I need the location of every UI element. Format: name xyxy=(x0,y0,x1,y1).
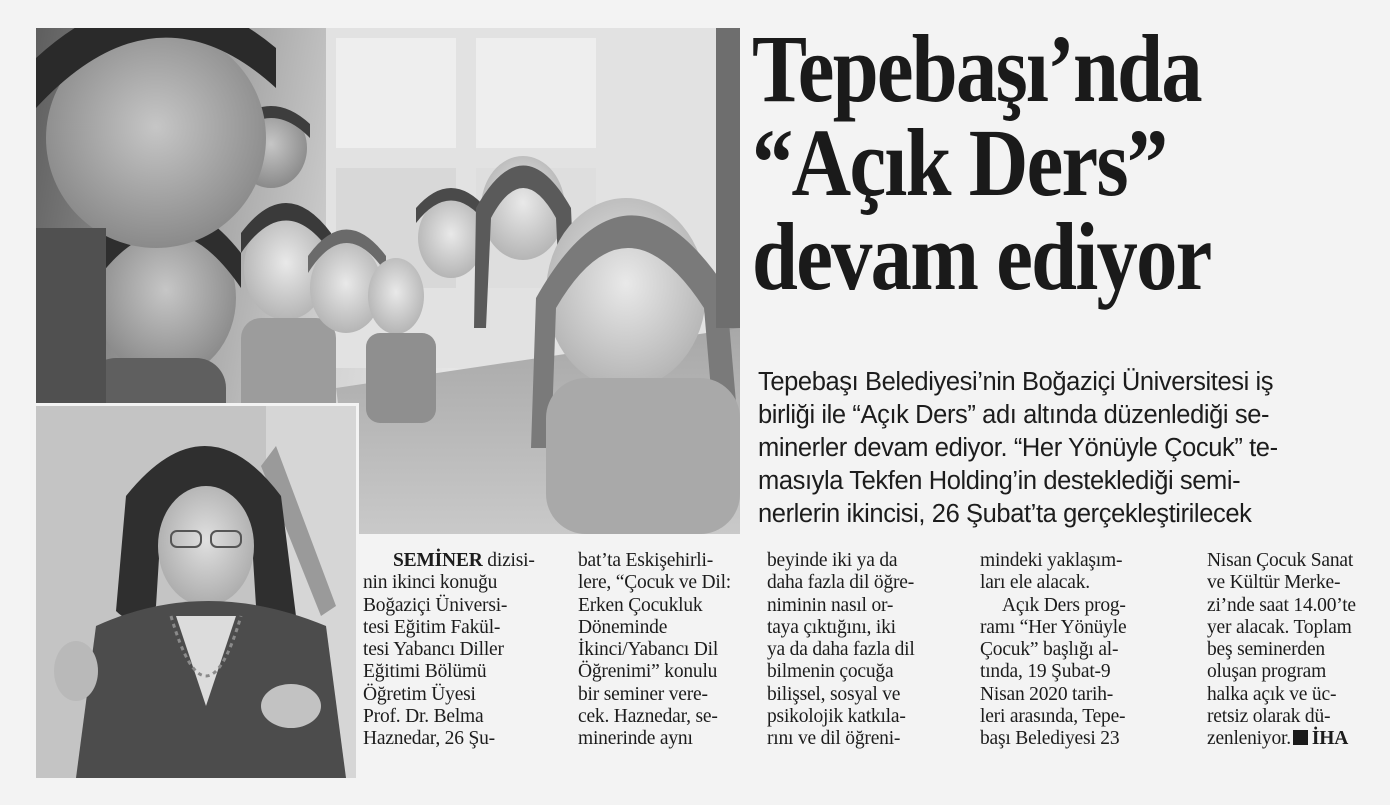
lead-paragraph xyxy=(758,366,1358,531)
body-line: zi’nde saat 14.00’te xyxy=(1207,594,1356,616)
body-line: oluşan program xyxy=(1207,661,1327,683)
body-line: Döneminde xyxy=(578,616,668,638)
body-column-2 xyxy=(578,550,774,751)
body-line: Haznedar, 26 Şu- xyxy=(363,728,495,750)
body-line: bir seminer vere- xyxy=(578,683,708,705)
body-line: leri arasında, Tepe- xyxy=(980,706,1126,728)
body-line: bilmenin çocuğa xyxy=(767,661,894,683)
body-line: Boğaziçi Üniversi- xyxy=(363,594,508,616)
headline xyxy=(752,15,1294,311)
body-line: başı Belediyesi 23 xyxy=(980,728,1120,750)
headline-line-1: Tepebaşı’nda xyxy=(752,15,1201,122)
body-line: İkinci/Yabancı Dil xyxy=(578,639,719,661)
lead-line: Tepebaşı Belediyesi’nin Boğaziçi Üniversitesi iş xyxy=(758,368,1274,396)
body-line: nin ikinci konuğu xyxy=(363,572,498,594)
body-line: daha fazla dil öğre- xyxy=(767,572,915,594)
body-line: lere, “Çocuk ve Dil: xyxy=(578,572,732,594)
headline-line-3: devam ediyor xyxy=(752,203,1211,311)
body-line: beş seminerden xyxy=(1207,639,1325,661)
body-line: halka açık ve üc- xyxy=(1207,683,1337,705)
body-line: Öğretim Üyesi xyxy=(363,683,476,705)
body-line: Nisan Çocuk Sanat xyxy=(1207,550,1354,571)
headline-line-2: “Açık Ders” xyxy=(752,109,1167,217)
body-text: dizisi- xyxy=(482,550,535,571)
body-text: zenleniyor. xyxy=(1207,728,1291,750)
lead-line: masıyla Tekfen Holding’in desteklediği semi- xyxy=(758,467,1241,495)
body-line: Açık Ders prog- xyxy=(1002,594,1126,616)
speaker-photo-illustration xyxy=(36,406,356,778)
body-line: Eğitimi Bölümü xyxy=(363,661,487,683)
body-line: bat’ta Eskişehirli- xyxy=(578,550,714,571)
body-line: ya da daha fazla dil xyxy=(767,639,915,661)
body-column-5 xyxy=(1207,550,1390,751)
news-agency-credit: İHA xyxy=(1311,728,1349,750)
body-line: beyinde iki ya da xyxy=(767,550,898,571)
body-line: retsiz olarak dü- xyxy=(1207,706,1331,728)
body-line: tesi Eğitim Fakül- xyxy=(363,616,501,638)
body-line: yer alacak. Toplam xyxy=(1207,616,1352,638)
lead-line: minerler devam ediyor. “Her Yönüyle Çocuk” te- xyxy=(758,434,1278,462)
body-line: bilişsel, sosyal ve xyxy=(767,683,901,705)
body-column-4 xyxy=(980,550,1176,751)
body-line: tesi Yabancı Diller xyxy=(363,639,504,661)
body-line: Erken Çocukluk xyxy=(578,594,703,616)
body-line: niminin nasıl or- xyxy=(767,594,894,616)
body-line: ları ele alacak. xyxy=(980,572,1090,594)
body-line: minerinde aynı xyxy=(578,728,693,750)
end-mark-square-icon xyxy=(1293,730,1308,745)
lead-line: nerlerin ikincisi, 26 Şubat’ta gerçekleştirilecek xyxy=(758,500,1252,528)
body-line: Çocuk” başlığı al- xyxy=(980,639,1119,661)
body-line: taya çıktığını, iki xyxy=(767,616,896,638)
speaker-photo xyxy=(36,403,359,778)
body-line: Öğrenimi” konulu xyxy=(578,661,718,683)
body-line: cek. Haznedar, se- xyxy=(578,706,718,728)
body-line xyxy=(363,550,559,572)
body-line: tında, 19 Şubat-9 xyxy=(980,661,1111,683)
body-line: rını ve dil öğreni- xyxy=(767,728,901,750)
body-line: Prof. Dr. Belma xyxy=(363,706,484,728)
lead-word: SEMİNER xyxy=(393,550,483,571)
body-line xyxy=(1207,728,1390,750)
body-line: ve Kültür Merke- xyxy=(1207,572,1341,594)
body-line: mindeki yaklaşım- xyxy=(980,550,1123,571)
body-column-3 xyxy=(767,550,963,751)
lead-line: birliği ile “Açık Ders” adı altında düzenlediği se- xyxy=(758,401,1270,429)
article-body xyxy=(363,550,1363,780)
body-column-1 xyxy=(363,550,559,751)
body-line: psikolojik katkıla- xyxy=(767,706,906,728)
body-line: Nisan 2020 tarih- xyxy=(980,683,1114,705)
body-line: ramı “Her Yönüyle xyxy=(980,616,1127,638)
